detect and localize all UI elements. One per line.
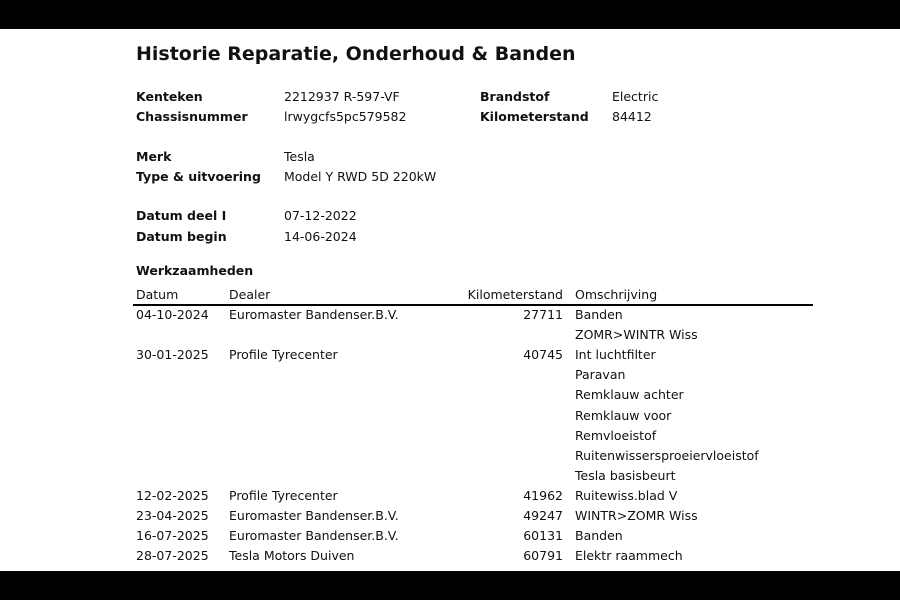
cell-omschrijving: Elektr raammech [575, 548, 683, 564]
merk-label: Merk [136, 149, 172, 164]
cell-omschrijving: Int luchtfilter [575, 347, 656, 363]
cell-omschrijving: Ruitewiss.blad V [575, 487, 678, 503]
table-row [0, 506, 900, 526]
cell-dealer: Profile Tyrecenter [229, 347, 338, 363]
table-row-continuation [0, 426, 900, 446]
table-row-continuation [0, 325, 900, 345]
cell-kilometerstand: 27711 [523, 307, 563, 322]
kenteken-value: 2212937 R-597-VF [284, 89, 400, 104]
datum-begin-label: Datum begin [136, 229, 227, 244]
type-value: Model Y RWD 5D 220kW [284, 169, 437, 184]
kenteken-label: Kenteken [136, 89, 203, 104]
table-row [0, 345, 900, 365]
cell-kilometerstand: 60791 [523, 548, 563, 564]
table-row [0, 486, 900, 506]
cell-kilometerstand: 49247 [523, 508, 563, 523]
cell-omschrijving: Banden [575, 307, 623, 322]
table-row-continuation [0, 406, 900, 426]
table-row [0, 305, 900, 325]
cell-omschrijving: Banden [575, 528, 623, 544]
cell-datum: 12-02-2025 [136, 487, 209, 503]
table-header [0, 285, 900, 305]
cell-datum: 28-07-2025 [136, 548, 209, 564]
cell-dealer: Euromaster Bandenser.B.V. [229, 307, 399, 322]
cell-dealer: Euromaster Bandenser.B.V. [229, 508, 399, 523]
section-title: Werkzaamheden [136, 263, 254, 278]
cell-omschrijving: ZOMR>WINTR Wiss [575, 327, 698, 343]
header-datum: Datum [136, 287, 179, 302]
table-row [0, 526, 900, 546]
cell-kilometerstand: 40745 [523, 347, 563, 363]
cell-omschrijving: Remklauw achter [575, 387, 684, 403]
cell-omschrijving: Remvloeistof [575, 427, 657, 443]
kilometerstand-value: 84412 [612, 109, 652, 124]
cell-datum: 30-01-2025 [136, 347, 209, 363]
table-row-continuation [0, 365, 900, 385]
datum-deel-label: Datum deel I [136, 208, 227, 223]
cell-dealer: Profile Tyrecenter [229, 487, 338, 503]
document-page [0, 29, 900, 571]
header-kilometerstand: Kilometerstand [467, 287, 563, 302]
chassis-value: lrwygcfs5pc579582 [284, 109, 407, 124]
cell-omschrijving: Remklauw voor [575, 407, 672, 423]
cell-kilometerstand: 60131 [523, 528, 563, 544]
cell-omschrijving: Ruitenwissersproeiervloeistof [575, 447, 759, 463]
page-title: Historie Reparatie, Onderhoud & Banden [136, 43, 576, 65]
brandstof-value: Electric [612, 89, 659, 104]
datum-begin-value: 14-06-2024 [284, 229, 357, 244]
brandstof-label: Brandstof [480, 89, 550, 104]
header-dealer: Dealer [229, 287, 271, 302]
table-row-continuation [0, 466, 900, 486]
cell-omschrijving: Tesla basisbeurt [575, 467, 676, 483]
table-row-continuation [0, 385, 900, 405]
table-row [0, 546, 900, 566]
kilometerstand-label: Kilometerstand [480, 109, 589, 124]
cell-datum: 04-10-2024 [136, 307, 209, 322]
cell-omschrijving: Paravan [575, 367, 626, 383]
datum-deel-value: 07-12-2022 [284, 208, 357, 223]
cell-dealer: Euromaster Bandenser.B.V. [229, 528, 399, 544]
header-omschrijving: Omschrijving [575, 287, 658, 302]
table-row-continuation [0, 446, 900, 466]
cell-dealer: Tesla Motors Duiven [229, 548, 355, 564]
type-label: Type & uitvoering [136, 169, 261, 184]
chassis-label: Chassisnummer [136, 109, 248, 124]
cell-kilometerstand: 41962 [523, 487, 563, 503]
merk-value: Tesla [284, 149, 315, 164]
cell-datum: 16-07-2025 [136, 528, 209, 544]
cell-omschrijving: WINTR>ZOMR Wiss [575, 508, 698, 523]
cell-datum: 23-04-2025 [136, 508, 209, 523]
